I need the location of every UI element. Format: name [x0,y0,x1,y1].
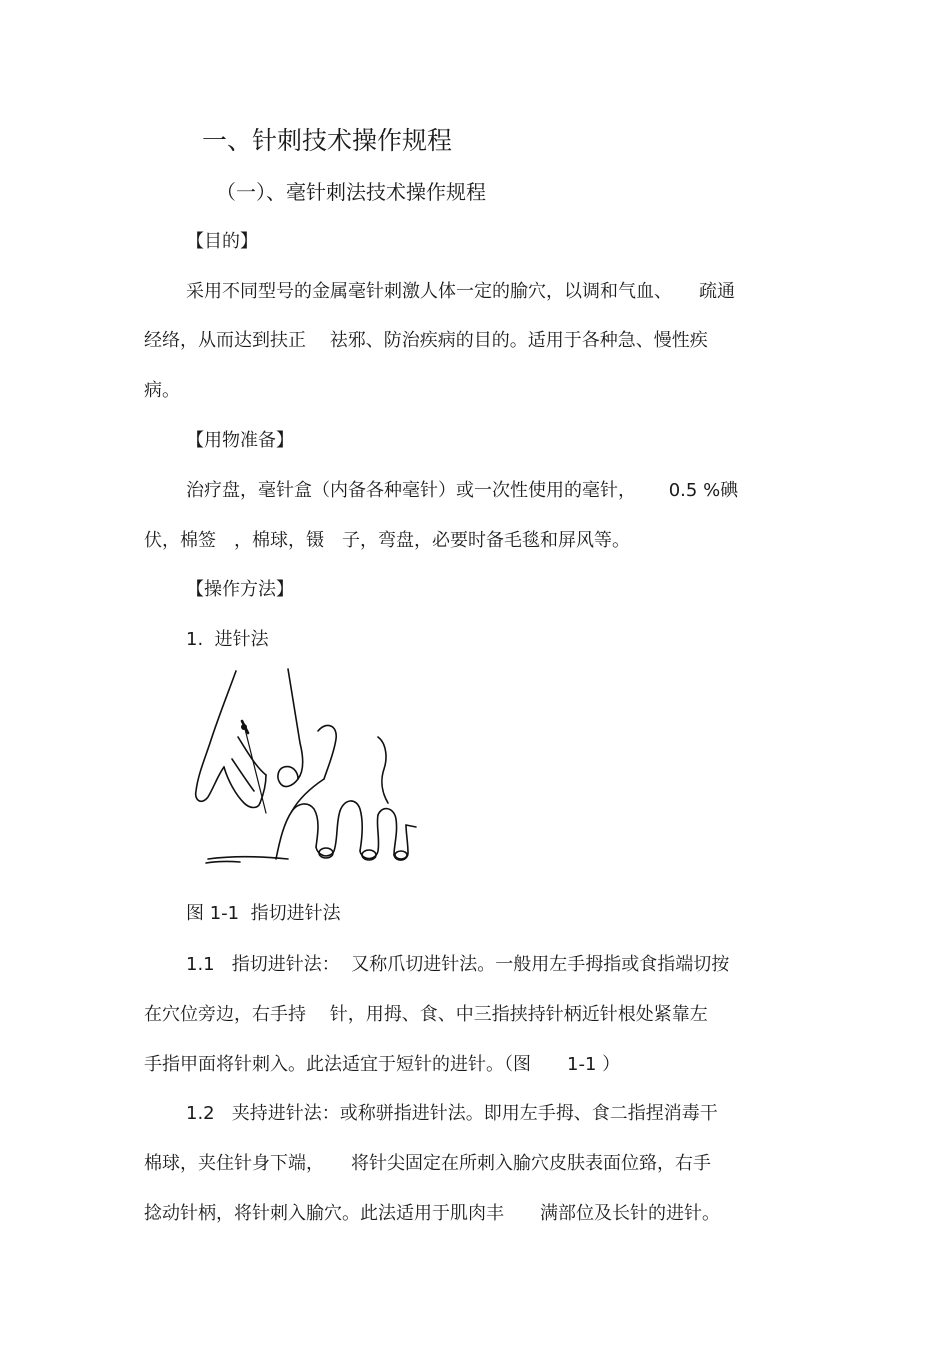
materials-heading: 【用物准备】 [186,430,294,451]
method-item-1: 1. 进针法 [186,629,269,650]
materials-line-1: 治疗盘，毫针盒（内备各种毫针）或一次性使用的毫针， 0.5 %碘 [186,480,739,501]
purpose-line-2: 经络，从而达到扶正 祛邪、防治疾病的目的。适用于各种急、慢性疾 [144,330,708,351]
paragraph-1-2-line-2: 棉球，夹住针身下端， 将针尖固定在所刺入腧穴皮肤表面位臵，右手 [144,1153,711,1174]
page-title: 一、针刺技术操作规程 [202,126,453,155]
needle-insertion-illustration [188,663,418,873]
paragraph-1-2-line-1: 1.2 夹持进针法：或称骈指进针法。即用左手拇、食二指捏消毒干 [186,1103,718,1124]
purpose-line-3: 病。 [144,380,180,401]
purpose-line-1: 采用不同型号的金属毫针刺激人体一定的腧穴，以调和气血、 疏通 [186,281,735,302]
purpose-heading: 【目的】 [186,231,258,252]
method-heading: 【操作方法】 [186,579,294,600]
figure-caption: 图 1-1 指切进针法 [186,903,341,924]
paragraph-1-1-line-3: 手指甲面将针刺入。此法适宜于短针的进针。（图 1-1 ） [144,1054,621,1075]
paragraph-1-2-line-3: 捻动针柄，将针刺入腧穴。此法适用于肌肉丰 满部位及长针的进针。 [144,1203,720,1224]
paragraph-1-1-line-2: 在穴位旁边，右手持 针，用拇、食、中三指挟持针柄近针根处紧靠左 [144,1004,708,1025]
materials-line-2: 伏，棉签 ，棉球，镊 子，弯盘，必要时备毛毯和屏风等。 [144,530,630,551]
paragraph-1-1-line-1: 1.1 指切进针法： 又称爪切进针法。一般用左手拇指或食指端切按 [186,954,730,975]
section-subtitle: （一）、毫针刺法技术操作规程 [216,180,486,204]
